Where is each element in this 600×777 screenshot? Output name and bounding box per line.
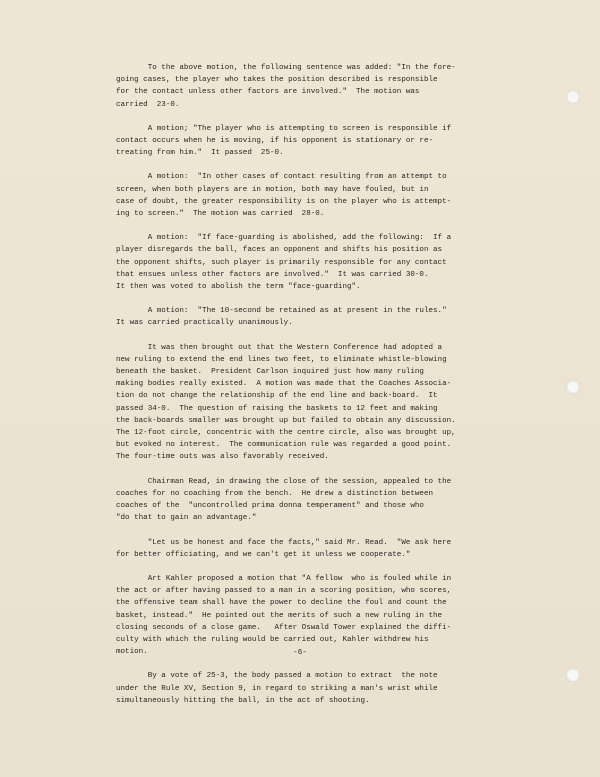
paragraph: A motion: "In other cases of contact resulting from an attempt to screen, when both players are in motion, both may have fouled, but in case of doubt, the greater responsibility is on the player who is attempt- ing to screen." The motion was carried 28-0. bbox=[116, 173, 452, 219]
binder-hole bbox=[566, 668, 580, 682]
paragraph: By a vote of 25-3, the body passed a motion to extract the note under the Rule XV, Section 9, in regard to striking a man's wrist while simultaneously hitting the ball, in the act of shooting. bbox=[116, 672, 438, 705]
paragraph: A motion: "If face-guarding is abolished, add the following: If a player disregards the ball, faces an opponent and shifts his position as the opponent shifts, such player is primarily responsible for any contact that ensues unless other factors are involved." It was carried 30-0. It then was voted to abolish the term "face-guarding". bbox=[116, 234, 452, 292]
paragraph: A motion: "The 10-second be retained as at present in the rules." It was carried practically unanimously. bbox=[116, 307, 447, 328]
page-number: -6- bbox=[293, 649, 307, 657]
paragraph: A motion; "The player who is attempting to screen is responsible if contact occurs when he is moving, if his opponent is stationary or re- treating from him." It passed 25-0. bbox=[116, 124, 452, 158]
binder-hole bbox=[566, 380, 580, 394]
paragraph: To the above motion, the following sentence was added: "In the fore- going cases, the player who takes the position described is responsible for the contact unless other factors are involved." The motion was carried 23-0. bbox=[116, 64, 456, 109]
body-text bbox=[116, 62, 546, 719]
paragraph: It was then brought out that the Western Conference had adopted a new ruling to extend the end lines two feet, to eliminate whistle-blowing beneath the basket. President Carlson inquired just how many ruling making bodies really existed. A motion was made that the Coaches Associa- tion do not change the relationship of the end line and back-board. It passed 34-0. The question of raising the baskets to 12 feet and making the back-boards smaller was brought up but failed to obtain any discussion. The 12-foot circle, concentric with the centre circle, also was brought up, but evoked no interest. The communication rule was regarded a good point. The four-time outs was also favorably received. bbox=[116, 343, 456, 462]
paragraph: Chairman Read, in drawing the close of the session, appealed to the coaches for no coaching from the bench. He drew a distinction between coaches of the "uncontrolled prima donna temperament" and those who "do that to gain an advantage." bbox=[116, 477, 452, 523]
binder-hole bbox=[566, 90, 580, 104]
paragraph: "Let us be honest and face the facts," said Mr. Read. "We ask here for better officiating, and we can't get it unless we cooperate." bbox=[116, 538, 452, 559]
paragraph: Art Kahler proposed a motion that "A fellow who is fouled while in the act or after having passed to a man in a scoring position, who scores, the offensive team shall have the power to decline the foul and count the basket, instead." He pointed out the merits of such a new ruling in the closing seconds of a close game. After Oswald Tower explained the diffi- culty with which the ruling would be carried out, Kahler withdrew his motion. bbox=[116, 574, 452, 657]
